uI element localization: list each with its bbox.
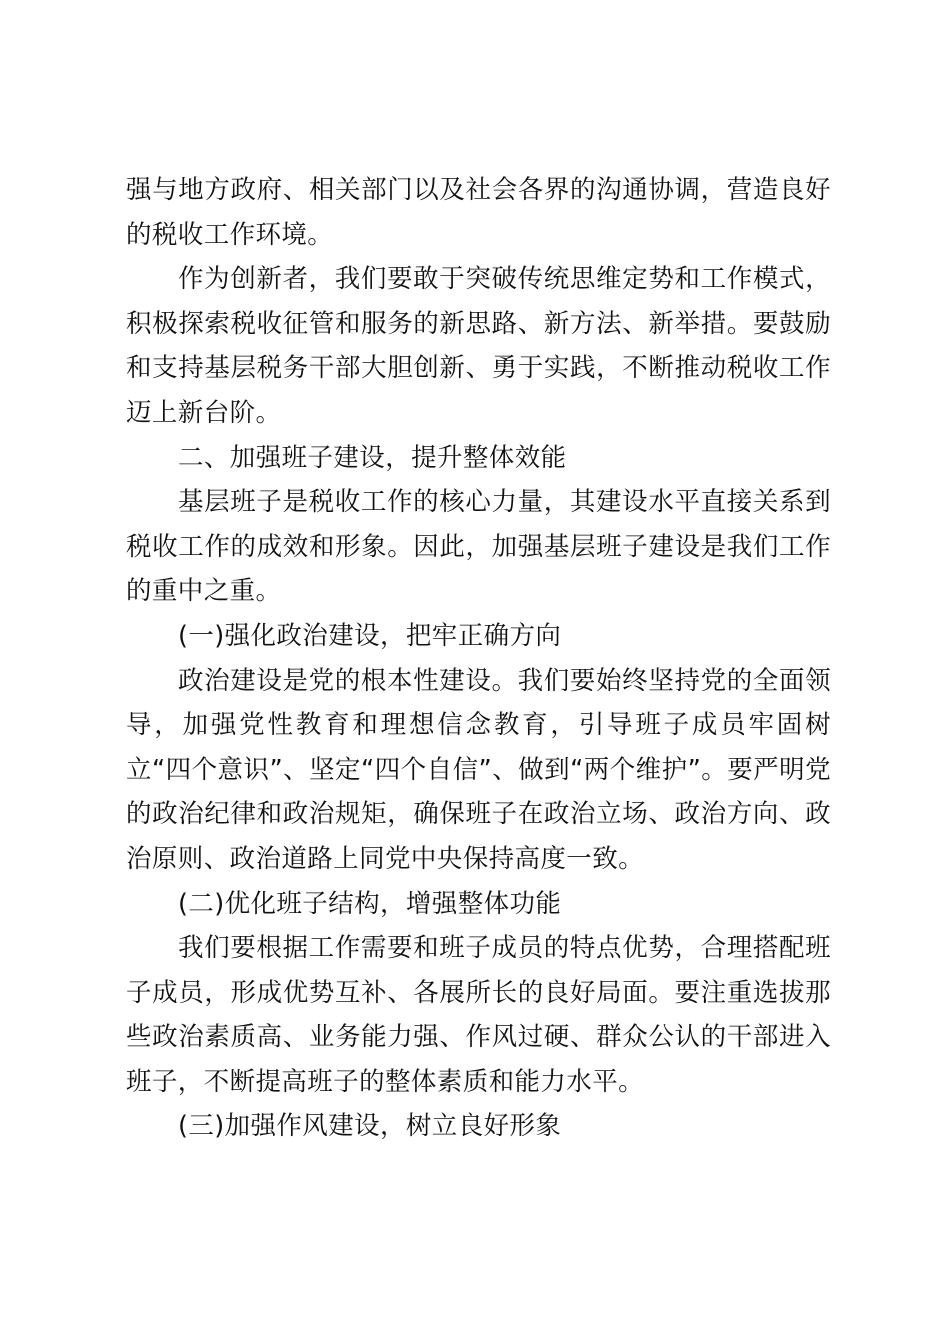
paragraph-5: 我们要根据工作需要和班子成员的特点优势，合理搭配班子成员，形成优势互补、各展所长的良好局面。要注重选拔那些政治素质高、业务能力强、作风过硬、群众公认的干部进入班子，不断提高班子的整体素质和能力水平。 [126,933,831,1097]
section-heading-2: 二、加强班子建设，提升整体效能 [178,442,567,473]
subsection-heading-1: (一)强化政治建设，把牢正确方向 [178,620,562,651]
paragraph-3: 基层班子是税收工作的核心力量，其建设水平直接关系到税收工作的成效和形象。因此，加强基层班子建设是我们工作的重中之重。 [126,487,831,607]
paragraph-4: 政治建设是党的根本性建设。我们要始终坚持党的全面领导，加强党性教育和理想信念教育，引导班子成员牢固树立“四个意识”、坚定“四个自信”、做到“两个维护”。要严明党的政治纪律和政治规矩，确保班子在政治立场、政治方向、政治原则、政治道路上同党中央保持高度一致。 [126,665,831,874]
subsection-heading-3: (三)加强作风建设，树立良好形象 [178,1111,562,1142]
paragraph-1: 强与地方政府、相关部门以及社会各界的沟通协调，营造良好的税收工作环境。 [126,175,831,250]
subsection-heading-2: (二)优化班子结构，增强整体功能 [178,888,562,919]
paragraph-2: 作为创新者，我们要敢于突破传统思维定势和工作模式，积极探索税收征管和服务的新思路、新方法、新举措。要鼓励和支持基层税务干部大胆创新、勇于实践，不断推动税收工作迈上新台阶。 [126,264,831,428]
document-body [126,168,831,1149]
